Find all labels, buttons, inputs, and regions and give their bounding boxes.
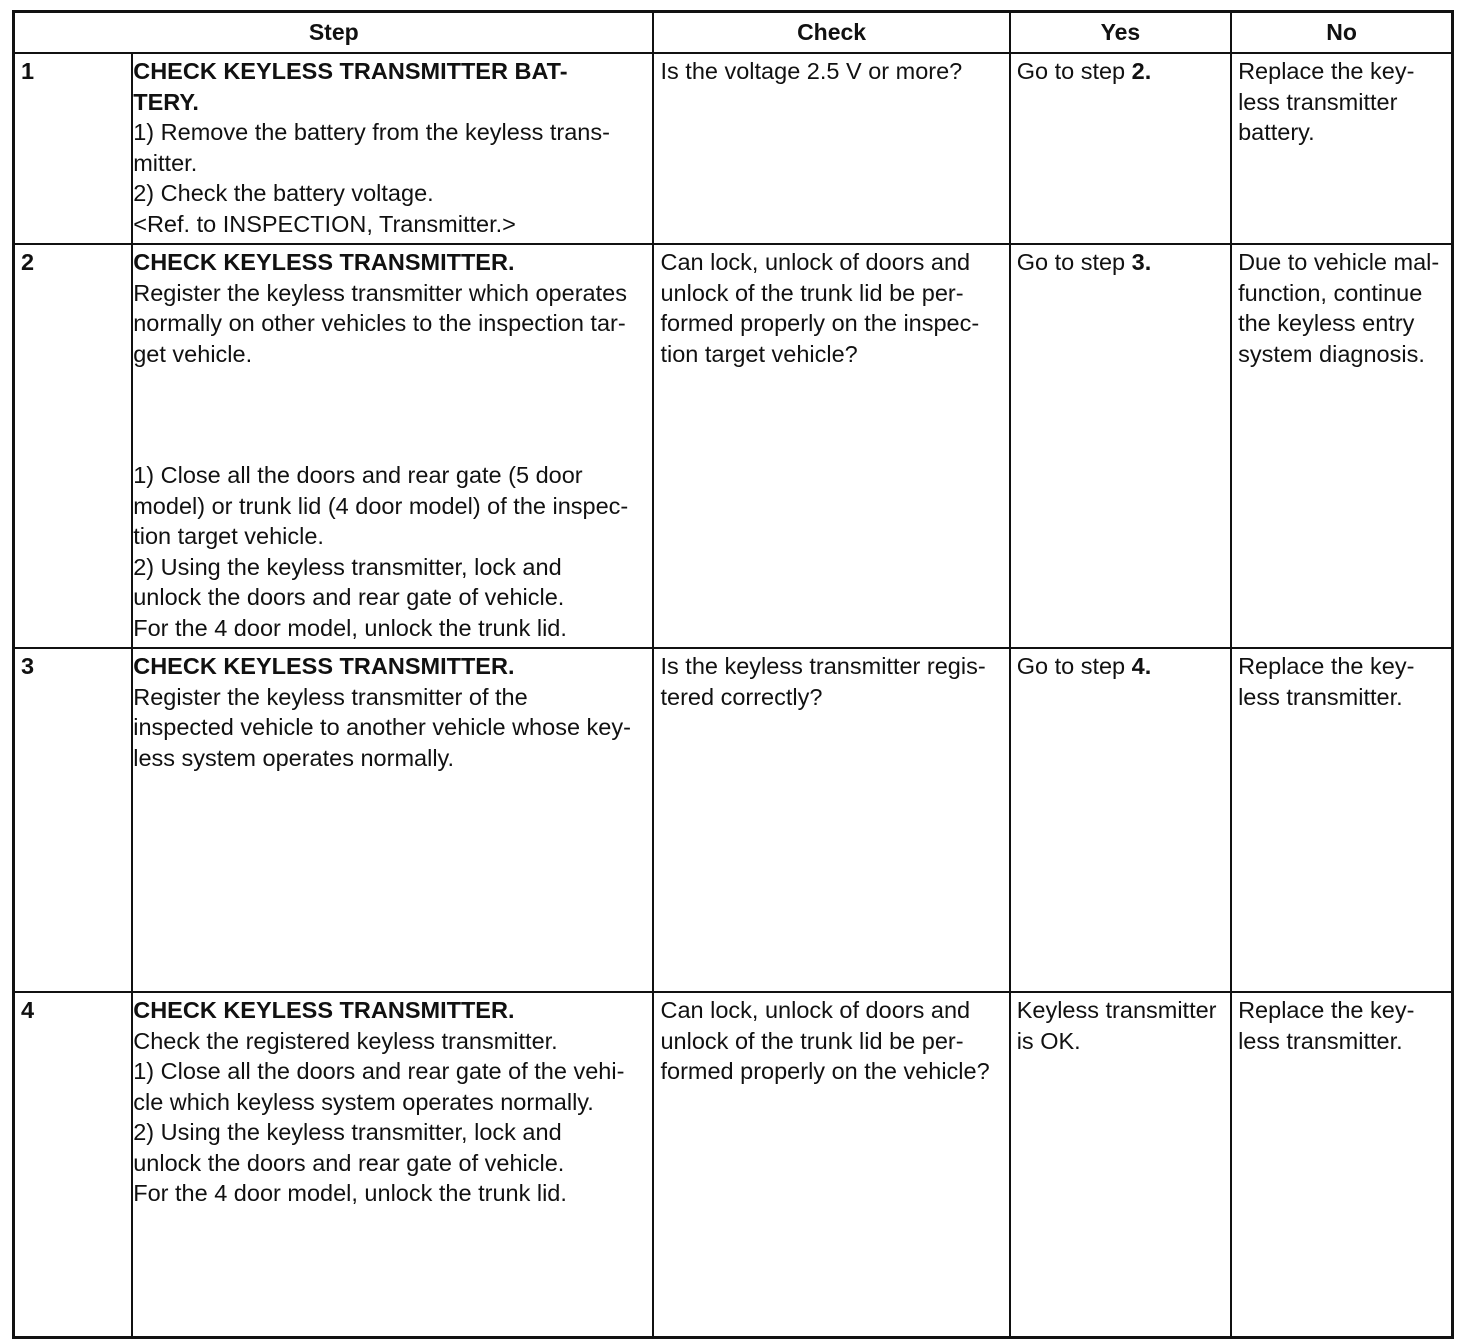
table-row — [14, 244, 1453, 648]
step-line: For the 4 door model, unlock the trunk lid. — [133, 1180, 567, 1206]
step-line: 2) Check the battery voltage. — [133, 180, 434, 206]
check-cell: Can lock, unlock of doors and unlock of the trunk lid be per-formed properly on the inspec-tion target vehicle? — [653, 244, 1009, 648]
step-line: 1) Close all the doors and rear gate of the vehi- — [133, 1058, 625, 1084]
step-title: CHECK KEYLESS TRANSMITTER. — [133, 997, 515, 1023]
step-line: cle which keyless system operates normally. — [133, 1088, 594, 1115]
no-cell: Replace the key-less transmitter battery. — [1231, 53, 1452, 244]
header-yes: Yes — [1010, 12, 1231, 54]
header-no: No — [1231, 12, 1452, 54]
yes-cell: Go to step 3. — [1010, 244, 1231, 648]
step-line: less system operates normally. — [133, 744, 455, 771]
step-line: normally on other vehicles to the inspection tar- — [133, 310, 626, 336]
no-cell: Replace the key-less transmitter. — [1231, 648, 1452, 992]
yes-cell: Keyless transmitter is OK. — [1010, 992, 1231, 1338]
step-number: 2 — [14, 244, 133, 648]
step-description — [132, 992, 653, 1338]
step-number: 1 — [14, 53, 133, 244]
step-line: 2) Using the keyless transmitter, lock and — [133, 553, 562, 580]
step-description — [132, 53, 653, 244]
step-title: CHECK KEYLESS TRANSMITTER BAT- TERY. — [133, 58, 568, 115]
header-check: Check — [653, 12, 1009, 54]
check-cell: Is the keyless transmitter regis-tered correctly? — [653, 648, 1009, 992]
table-header-row — [14, 12, 1453, 54]
step-description — [132, 648, 653, 992]
table-row — [14, 648, 1453, 992]
yes-cell: Go to step 4. — [1010, 648, 1231, 992]
step-line: 1) Remove the battery from the keyless trans- — [133, 119, 610, 145]
step-line: 1) Close all the doors and rear gate (5 door — [133, 462, 583, 488]
step-line: <Ref. to INSPECTION, Transmitter.> — [133, 210, 516, 237]
step-line: mitter. — [133, 149, 198, 176]
header-step: Step — [14, 12, 654, 54]
step-number: 4 — [14, 992, 133, 1338]
step-line: Register the keyless transmitter of the — [133, 683, 528, 710]
step-description — [132, 244, 653, 648]
step-line: inspected vehicle to another vehicle whose key- — [133, 714, 631, 740]
step-line: model) or trunk lid (4 door model) of the inspec- — [133, 492, 629, 519]
step-line: tion target vehicle. — [133, 523, 324, 549]
step-line: For the 4 door model, unlock the trunk lid. — [133, 614, 567, 641]
check-cell: Can lock, unlock of doors and unlock of the trunk lid be per-formed properly on the vehicle? — [653, 992, 1009, 1338]
step-line: get vehicle. — [133, 340, 253, 367]
check-cell: Is the voltage 2.5 V or more? — [653, 53, 1009, 244]
step-line: 2) Using the keyless transmitter, lock and — [133, 1119, 562, 1145]
table-row — [14, 53, 1453, 244]
no-cell: Due to vehicle mal-function, continue the keyless entry system diagnosis. — [1231, 244, 1452, 648]
step-line: Register the keyless transmitter which operates — [133, 279, 627, 306]
step-line: unlock the doors and rear gate of vehicle. — [133, 1149, 565, 1176]
step-line: unlock the doors and rear gate of vehicle. — [133, 584, 565, 610]
step-line: Check the registered keyless transmitter. — [133, 1027, 558, 1054]
step-title: CHECK KEYLESS TRANSMITTER. — [133, 249, 515, 275]
diagnostic-table — [12, 10, 1454, 1339]
step-title: CHECK KEYLESS TRANSMITTER. — [133, 653, 515, 679]
yes-cell: Go to step 2. — [1010, 53, 1231, 244]
no-cell: Replace the key-less transmitter. — [1231, 992, 1452, 1338]
step-number: 3 — [14, 648, 133, 992]
table-row — [14, 992, 1453, 1338]
